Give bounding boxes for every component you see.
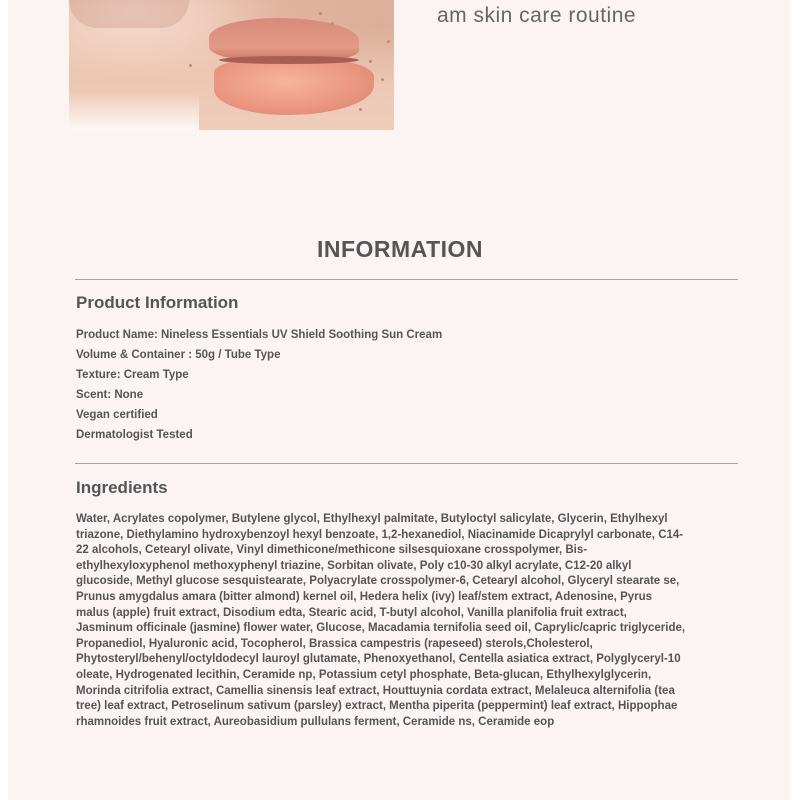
texture-item: Texture: Cream Type [76, 369, 189, 381]
chin-highlight [69, 92, 199, 130]
divider-top [75, 279, 738, 280]
banner-tagline: am skin care routine [437, 4, 637, 27]
lips-photo [69, 0, 394, 130]
nose-shadow [69, 0, 189, 28]
vegan-item: Vegan certified [76, 409, 158, 421]
freckle [189, 64, 192, 67]
scent-item: Scent: None [76, 389, 144, 401]
product-information-list [76, 327, 736, 447]
freckle [359, 108, 362, 111]
freckle [381, 78, 384, 81]
freckle [387, 40, 390, 43]
dermatologist-item: Dermatologist Tested [76, 429, 193, 441]
product-information-heading: Product Information [76, 293, 239, 312]
freckle [331, 22, 334, 25]
upper-lip [209, 18, 359, 60]
divider-middle [75, 463, 738, 464]
mouth-line [219, 56, 359, 64]
volume-container-item: Volume & Container : 50g / Tube Type [76, 349, 281, 361]
ingredients-heading: Ingredients [76, 478, 168, 497]
freckle [369, 60, 372, 63]
information-title: INFORMATION [316, 236, 484, 262]
freckle [319, 12, 322, 15]
product-name-item: Product Name: Nineless Essentials UV Shield Soothing Sun Cream [76, 329, 443, 341]
ingredients-text: Water, Acrylates copolymer, Butylene glycol, Ethylhexyl palmitate, Butyloctyl salicylate, Glycerin, Ethylhexyl triazone, Diethylamino hydroxybenzoyl hexyl benzoate, 1,2-hexanediol, Niacinamide Dicaprylyl carbonate, C14-22 alcohols, Cetearyl olivate, Vinyl dimethicone/methicone silsesquioxane crosspolymer, Bis-ethylhexyloxyphenol methoxyphenyl triazine, Sorbitan olivate, Poly c10-30 alkyl acrylate, C12-20 alkyl glucoside, Methyl glucose sesquistearate, Polyacrylate crosspolymer-6, Cetearyl alcohol, Glyceryl stearate se, Prunus amygdalus amara (bitter almond) kernel oil, Hedera helix (ivy) leaf/stem extract, Adenosine, Pyrus malus (apple) fruit extract, Disodium edta, Stearic acid, T-butyl alcohol, Vanilla planifolia fruit extract, Jasminum officinale (jasmine) flower water, Glucose, Macadamia ternifolia seed oil, Caprylic/capric triglyceride, Propanediol, Hyaluronic acid, Tocopherol, Brassica campestris (rapeseed) sterols,Cholesterol, Phytosteryl/behenyl/octyldodecyl lauroyl glutamate, Phenoxyethanol, Centella asiatica extract, Polyglyceryl-10 oleate, Hydrogenated lecithin, Ceramide np, Potassium cetyl phosphate, Beta-glucan, Ethylhexylglycerin, Morinda citrifolia extract, Camellia sinensis leaf extract, Houttuynia cordata extract, Melaleuca alternifolia (tea tree) leaf extract, Petroselinum sativum (parsley) extract, Mentha piperita (peppermint) leaf extract, Hippophae rhamnoides fruit extract, Aureobasidium pullulans ferment, Ceramide ns, Ceramide eop [76, 513, 686, 728]
